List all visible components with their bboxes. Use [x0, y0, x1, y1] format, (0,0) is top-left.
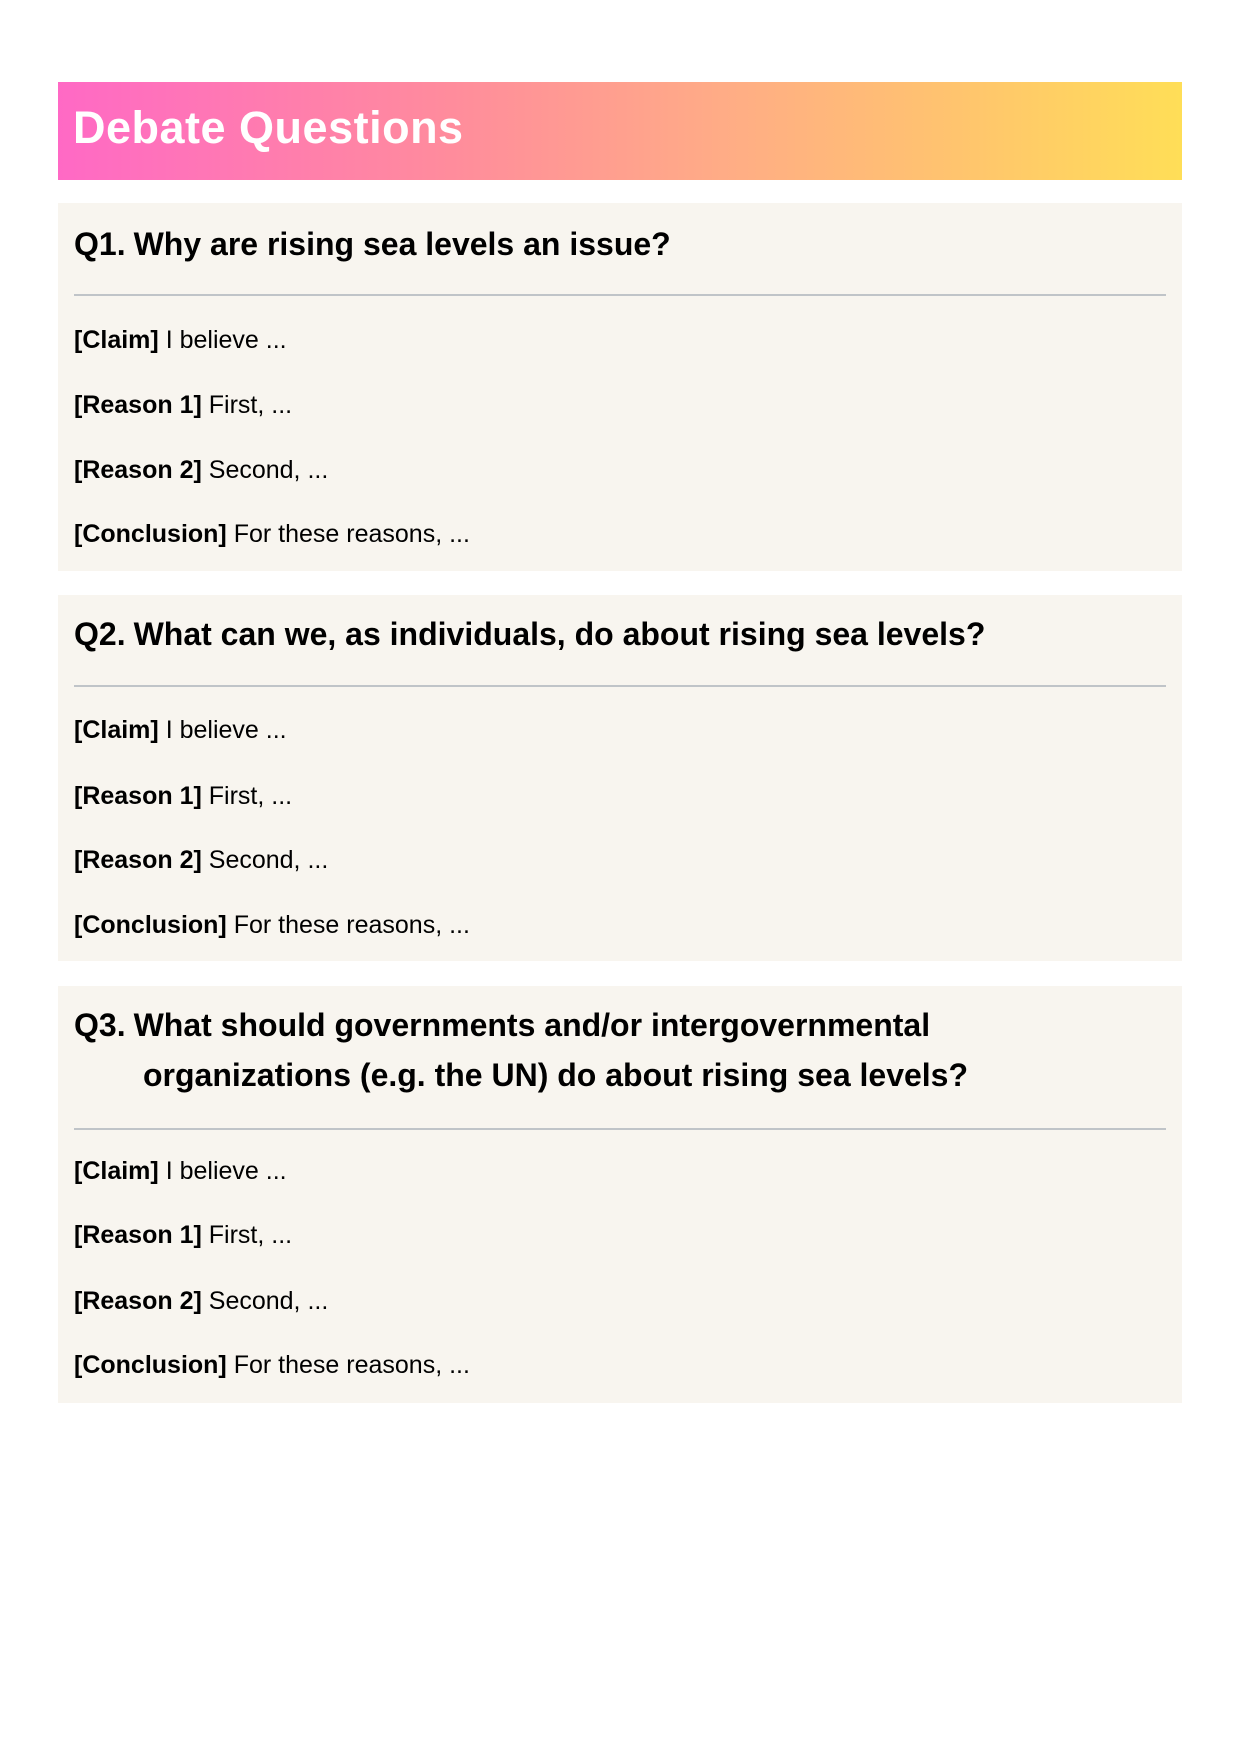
title-banner	[58, 82, 1182, 180]
question-title	[74, 609, 1166, 659]
question-title	[74, 219, 1166, 269]
question-card-3	[58, 986, 1182, 1403]
conclusion-line	[74, 1350, 470, 1380]
question-card-1	[58, 203, 1182, 571]
question-title	[74, 1000, 1166, 1100]
question-text-line-2: organizations (e.g. the UN) do about rising sea levels?	[143, 1057, 969, 1093]
item-text: Second, ...	[208, 456, 329, 484]
divider	[74, 1128, 1166, 1130]
question-number: Q3.	[74, 1007, 126, 1043]
question-card-2	[58, 595, 1182, 961]
reason-1-line	[74, 1220, 292, 1250]
divider	[74, 685, 1166, 687]
item-text: I believe ...	[165, 1157, 287, 1185]
reason-2-line	[74, 1286, 328, 1316]
item-text: Second, ...	[208, 846, 329, 874]
claim-line	[74, 325, 287, 355]
claim-line	[74, 715, 287, 745]
claim-line	[74, 1156, 287, 1186]
question-text: What should governments and/or intergovernmental	[133, 1007, 931, 1043]
conclusion-line	[74, 910, 470, 940]
item-label: [Claim]	[74, 326, 159, 354]
reason-1-line	[74, 390, 292, 420]
item-text: Second, ...	[208, 1287, 329, 1315]
item-label: [Claim]	[74, 716, 159, 744]
item-label: [Conclusion]	[74, 1351, 227, 1379]
item-text: First, ...	[208, 782, 293, 810]
item-text: I believe ...	[165, 716, 287, 744]
item-label: [Conclusion]	[74, 520, 227, 548]
item-text: First, ...	[208, 1221, 293, 1249]
item-label: [Reason 1]	[74, 1221, 202, 1249]
question-number: Q1.	[74, 226, 126, 262]
question-text: What can we, as individuals, do about rising sea levels?	[133, 616, 986, 652]
reason-1-line	[74, 781, 292, 811]
reason-2-line	[74, 845, 328, 875]
reason-2-line	[74, 455, 328, 485]
question-text: Why are rising sea levels an issue?	[133, 226, 671, 262]
item-label: [Claim]	[74, 1157, 159, 1185]
item-label: [Reason 1]	[74, 391, 202, 419]
question-number: Q2.	[74, 616, 126, 652]
item-label: [Reason 1]	[74, 782, 202, 810]
item-label: [Reason 2]	[74, 456, 202, 484]
page-title: Debate Questions	[73, 102, 464, 153]
item-text: For these reasons, ...	[233, 520, 470, 548]
item-label: [Conclusion]	[74, 911, 227, 939]
item-text: For these reasons, ...	[233, 1351, 470, 1379]
item-text: I believe ...	[165, 326, 287, 354]
divider	[74, 294, 1166, 296]
item-text: First, ...	[208, 391, 293, 419]
item-label: [Reason 2]	[74, 1287, 202, 1315]
item-text: For these reasons, ...	[233, 911, 470, 939]
item-label: [Reason 2]	[74, 846, 202, 874]
conclusion-line	[74, 519, 470, 549]
